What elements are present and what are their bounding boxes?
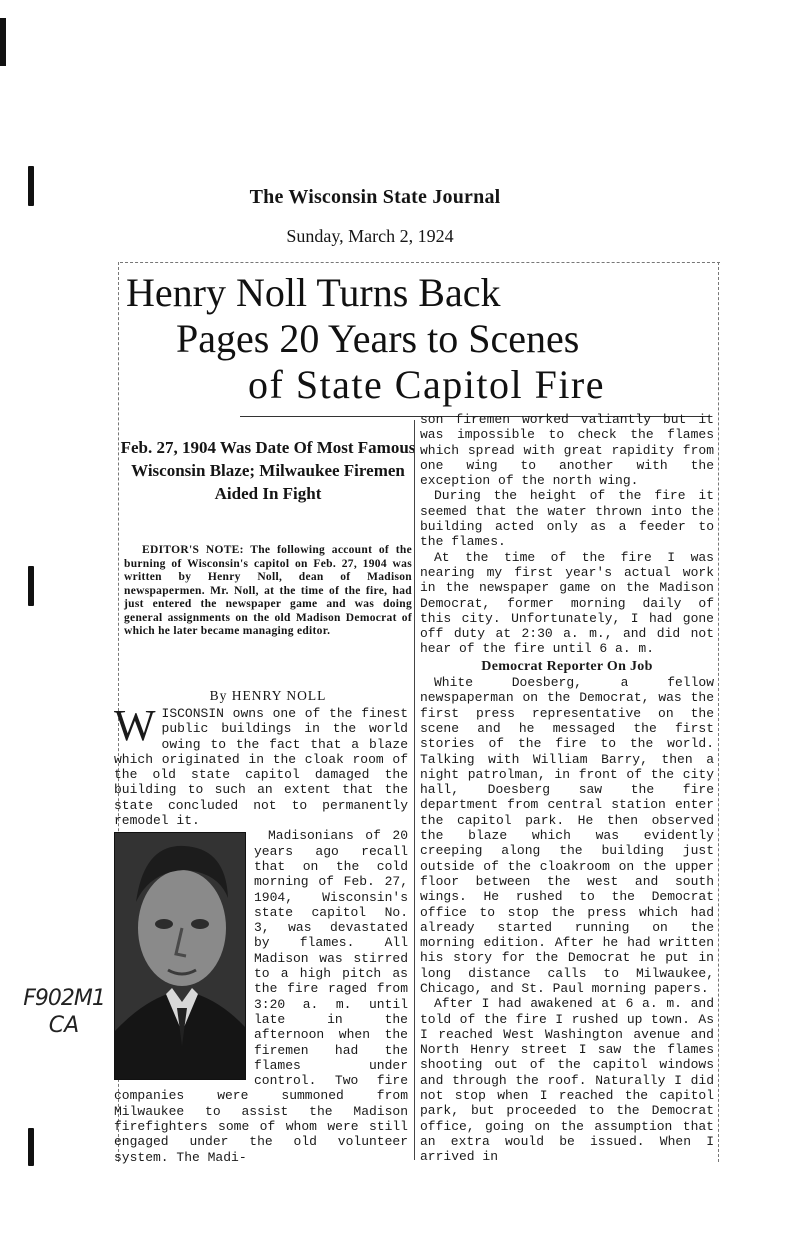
paragraph-text: ISCONSIN owns one of the finest public buildings in the world owing to the fact that a blaze which originated in the cloak room of the old state capitol damaged the building to such an extent that the state concluded not to permanently remodel it. — [114, 706, 408, 829]
portrait-photo — [114, 832, 246, 1080]
archive-code-suffix: CA — [48, 1013, 80, 1038]
paragraph — [114, 701, 408, 829]
headline-line: Pages 20 Years to Scenes — [176, 316, 580, 361]
deck-subheadline: Feb. 27, 1904 Was Date Of Most Famous Wisconsin Blaze; Milwaukee Firemen Aided In Fight — [120, 438, 416, 503]
headline-line: of State Capitol Fire — [248, 362, 606, 407]
article-column-2 — [420, 412, 714, 1165]
clipping-border — [120, 262, 720, 263]
headline — [124, 270, 720, 408]
paragraph: son firemen worked valiantly but it was impossible to check the flames which spread with great rapidity from one wing to another with the exception of the north wing. — [420, 412, 714, 489]
paragraph: During the height of the fire it seemed that the water thrown into the building acted only as a feeder to the flames. — [420, 488, 714, 550]
drop-cap: W — [114, 701, 156, 750]
portrait-image — [114, 832, 246, 1080]
paragraph: After I had awakened at 6 a. m. and told of the fire I rushed up town. As I reached West Washington avenue and North Henry street I saw the flames shooting out of the capitol windows and through the roof. Naturally I did not stop when I reached the capitol park, but proceeded to the Democrat office, going on the assumption that an extra would be issued. When I arrived in — [420, 996, 714, 1165]
dateline: Sunday, March 2, 1924 — [286, 226, 454, 246]
section-subhead: Democrat Reporter On Job — [481, 658, 653, 674]
paragraph: White Doesberg, a fellow newspaperman on the Democrat, was the first press representative on the scene and he messaged the first stories of the fire to the world. Talking with William Barry, then a night patrolman, in front of the city hall, Doesberg saw the fire department from central station enter the capitol park. He then observed the blaze which was evidently creeping along the building just outside of the cloakroom on the upper floor between the west and south wings. He rushed to the Democrat office to stop the press which had already started running on the morning edition. After he had written his story for the Democrat he put in long distance calls to Milwaukee, Chicago, and St. Paul morning papers. — [420, 675, 714, 996]
masthead: The Wisconsin State Journal — [249, 186, 501, 208]
paragraph-text: Madisonians of 20 years ago recall that on the cold morning of Feb. 27, 1904, Wisconsin's state capitol No. 3, was devastated by flames. All Madison was stirred to a high pitch as the fire raged from 3:20 a. m. until late in the afternoon when the firemen had the flames under control. Two fire companies were summoned from Milwaukee to assist the Madison firefighters some of whom were still engaged under the old volunteer system. The Madi- — [114, 828, 408, 1165]
paragraph — [114, 828, 408, 1165]
scan-tick-mark — [28, 1128, 34, 1166]
article-column-1 — [114, 701, 408, 1165]
byline: By HENRY NOLL — [209, 688, 327, 703]
editors-note: EDITOR'S NOTE: The following account of the burning of Wisconsin's capitol on Feb. 27, 1904 was written by Henry Noll, dean of Madison newspapermen. Mr. Noll, at the time of the fire, had just entered the newspaper game and was doing general assignments on the old Madison Democrat of which he later became managing editor. — [124, 544, 412, 637]
archive-code: F902M1 — [23, 986, 105, 1011]
headline-line: Henry Noll Turns Back — [126, 270, 501, 315]
scan-tick-mark — [28, 566, 34, 606]
handwritten-margin-note — [14, 986, 114, 1038]
column-divider — [414, 420, 415, 1160]
scan-edge-mark — [0, 18, 6, 66]
paragraph: At the time of the fire I was nearing my first year's actual work in the newspaper game on the Madison Democrat, former morning daily of this city. Unfortunately, I had gone off duty at 2:30 a. m., and did not hear of the fire until 6 a. m. — [420, 549, 714, 657]
scan-tick-mark — [28, 166, 34, 206]
